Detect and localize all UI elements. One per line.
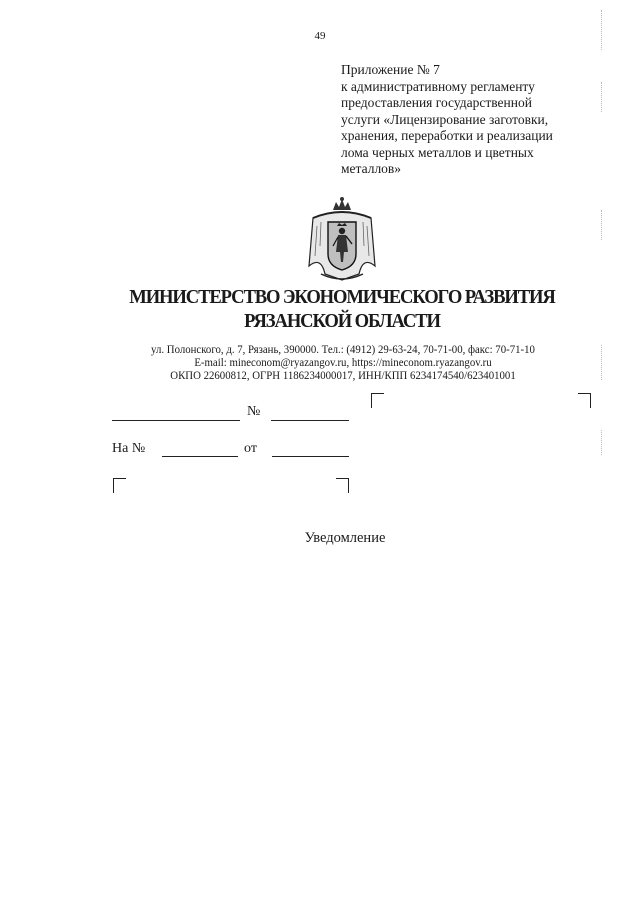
page-number: 49: [314, 30, 326, 42]
appendix-line: хранения, переработки и реализации: [341, 128, 553, 143]
ministry-title: [24, 285, 640, 333]
date-field-line: [112, 420, 240, 421]
ministry-title-line: РЯЗАНСКОЙ ОБЛАСТИ: [244, 310, 440, 332]
notice-title: Уведомление: [304, 530, 386, 546]
ministry-contacts: [21, 344, 640, 383]
subject-corner-top-left: [113, 478, 126, 493]
on-number-field-line: [162, 456, 238, 457]
appendix-line: к административному регламенту: [341, 78, 535, 94]
ryazan-coat-of-arms-icon: [303, 196, 381, 282]
from-label: от: [244, 441, 257, 456]
ministry-title-line: МИНИСТЕРСТВО ЭКОНОМИЧЕСКОГО РАЗВИТИЯ: [129, 286, 555, 308]
scan-artifact: [601, 345, 603, 380]
addressee-corner-top-right: [578, 393, 591, 408]
appendix-line: лома черных металлов и цветных: [341, 144, 534, 160]
number-field-line: [271, 420, 349, 421]
number-label: №: [247, 404, 261, 419]
address-line: ул. Полонского, д. 7, Рязань, 390000. Тел.: (4912) 29-63-24, 70-71-00, факс: 70-71-10: [151, 344, 535, 356]
appendix-line: услуги «Лицензирование заготовки,: [341, 111, 549, 127]
scan-artifact: [601, 82, 603, 112]
on-number-label: На №: [112, 441, 146, 456]
scan-artifact: [601, 10, 603, 50]
email-line: E-mail: mineconom@ryazangov.ru, https://mineconom.ryazangov.ru: [194, 357, 492, 369]
from-field-line: [272, 456, 349, 457]
appendix-block: [341, 62, 611, 178]
addressee-corner-top-left: [371, 393, 384, 408]
appendix-line: металлов»: [341, 161, 402, 176]
appendix-line: Приложение № 7: [341, 62, 440, 77]
codes-line: ОКПО 22600812, ОГРН 1186234000017, ИНН/КПП 6234174540/623401001: [170, 370, 516, 382]
appendix-line: предоставления государственной: [341, 95, 532, 110]
scan-artifact: [601, 430, 603, 455]
scan-artifact: [601, 210, 603, 240]
subject-corner-top-right: [336, 478, 349, 493]
